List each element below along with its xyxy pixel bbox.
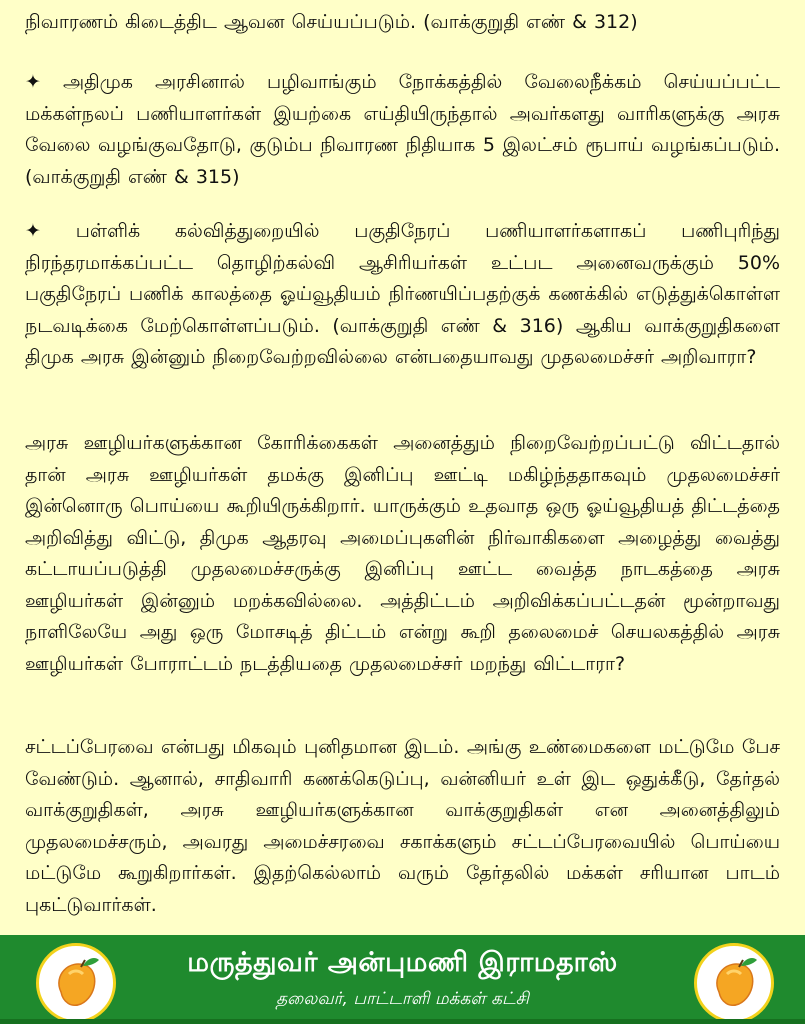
paragraph-3: ✦ பள்ளிக் கல்வித்துறையில் பகுதிநேரப் பணியாளர்களாகப் பணிபுரிந்து நிரந்தரமாக்கப்பட்ட தொழிற்கல்வி ஆசிரியர்கள் உட்பட அனைவருக்கும் 50% பகுதிநேரப் பணிக் காலத்தை ஓய்வூதியம் நிர்ணயிப்பதற்குக் கணக்கில் எடுத்துக்கொள்ள நடவடிக்கை மேற்கொள்ளப்படும். (வாக்குறுதி எண் & 316) ஆகிய வாக்குறுதிகளை திமுக அரசு இன்னும் நிறைவேற்றவில்லை என்பதையாவது முதலமைச்சர் அறிவாரா? bbox=[25, 220, 780, 368]
paragraph-1: நிவாரணம் கிடைத்திட ஆவன செய்யப்படும். (வாக்குறுதி எண் & 312) bbox=[25, 11, 638, 33]
leader-designation: தலைவர், பாட்டாளி மக்கள் கட்சி bbox=[276, 989, 529, 1009]
mango-logo-icon bbox=[694, 943, 774, 1023]
paragraph-5: சட்டப்பேரவை என்பது மிகவும் புனிதமான இடம். அங்கு உண்மைகளை மட்டுமே பேச வேண்டும். ஆனால், சாதிவாரி கணக்கெடுப்பு, வன்னியர் உள் இட ஒதுக்கீடு, தேர்தல் வாக்குறுதிகள், அரசு ஊழியர்களுக்கான வாக்குறுதிகள் என அனைத்திலும் முதலமைச்சரும், அவரது அமைச்சரவை சகாக்களும் சட்டப்பேரவையில் பொய்யை மட்டுமே கூறுகிறார்கள். இதற்கெல்லாம் வரும் தேர்தலில் மக்கள் சரியான பாடம் புகட்டுவார்கள். bbox=[25, 736, 780, 916]
footer-bottom-strip bbox=[0, 1019, 805, 1024]
paragraph-2: ✦ அதிமுக அரசினால் பழிவாங்கும் நோக்கத்தில் வேலைநீக்கம் செய்யப்பட்ட மக்கள்நலப் பணியாளர்கள் இயற்கை எய்தியிருந்தால் அவர்களது வாரிகளுக்கு அரசு வேலை வழங்குவதோடு, குடும்ப நிவாரண நிதியாக 5 இலட்சம் ரூபாய் வழங்கப்படும். (வாக்குறுதி எண் & 315) bbox=[25, 71, 780, 188]
leader-name: மருத்துவர் அன்புமணி இராமதாஸ் bbox=[187, 947, 618, 978]
signature-footer bbox=[0, 935, 805, 1024]
paragraph-4: அரசு ஊழியர்களுக்கான கோரிக்கைகள் அனைத்தும் நிறைவேற்றப்பட்டு விட்டதால் தான் அரசு ஊழியர்கள் தமக்கு இனிப்பு ஊட்டி மகிழ்ந்ததாகவும் முதலமைச்சர் இன்னொரு பொய்யை கூறியிருக்கிறார். யாருக்கும் உதவாத ஒரு ஓய்வூதியத் திட்டத்தை அறிவித்து விட்டு, திமுக ஆதரவு அமைப்புகளின் நிர்வாகிகளை அழைத்து வைத்து கட்டாயப்படுத்தி முதலமைச்சருக்கு இனிப்பு ஊட்ட வைத்த நாடகத்தை அரசு ஊழியர்கள் இன்னும் மறக்கவில்லை. அத்திட்டம் அறிவிக்கப்பட்டதன் மூன்றாவது நாளிலேயே அது ஒரு மோசடித் திட்டம் என்று கூறி தலைமைச் செயலகத்தில் அரசு ஊழியர்கள் போராட்டம் நடத்தியதை முதலமைச்சர் மறந்து விட்டாரா? bbox=[25, 432, 780, 675]
